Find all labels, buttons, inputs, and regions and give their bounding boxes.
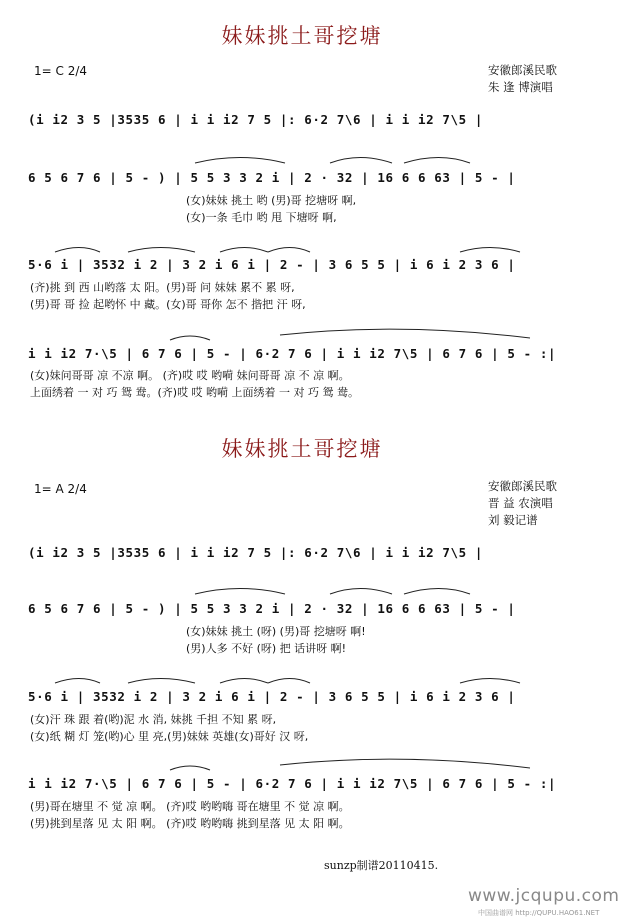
lyric-line: (男)哥 哥 捡 起哟怀 中 藏。(女)哥 哥你 怎不 揩把 汗 呀, — [30, 298, 306, 311]
notation-row: 6 5 6 7 6 | 5 - ) | 5 5 3 3 2 i | 2 · 32 | 16 6 6 63 | 5 - | — [28, 601, 516, 616]
key-label: 1= A — [34, 482, 64, 496]
credit-line: 刘 毅记谱 — [488, 513, 538, 527]
slur-mark — [460, 679, 520, 684]
slur-mark — [404, 589, 470, 595]
time-signature: 2/4 — [67, 64, 88, 78]
notation-row: (i i2 3 5 |3535 6 | i i i2 7 5 |: 6·2 7\6 | i i i2 7\5 | — [28, 545, 484, 560]
notation-row: i i i2 7·\5 | 6 7 6 | 5 - | 6·2 7 6 | i i i2 7\5 | 6 7 6 | 5 - :| — [28, 776, 557, 791]
lyric-line: (女)纸 糊 灯 笼(哟)心 里 亮,(男)妹妹 英雄(女)哥好 汉 呀, — [30, 730, 309, 743]
slur-mark — [195, 158, 285, 164]
credits — [488, 478, 557, 529]
notation-row: 5·6 i | 3532 i 2 | 3 2 i 6 i | 2 - | 3 6 5 5 | i 6 i 2 3 6 | — [28, 257, 516, 272]
lyric-line: (女)一条 毛巾 哟 甩 下塘呀 啊, — [186, 211, 337, 224]
lyric-line: (女)妹妹 挑土 哟 (男)哥 挖塘呀 啊, — [186, 194, 357, 207]
credit-line: 晋 益 农演唱 — [488, 496, 553, 510]
slur-mark — [330, 589, 392, 595]
score-title: 妹妹挑土哥挖塘 — [221, 24, 383, 48]
slur-mark — [55, 679, 100, 684]
slur-mark — [55, 248, 100, 253]
lyric-line: (齐)挑 到 西 山哟落 太 阳。(男)哥 问 妹妹 累不 累 呀, — [30, 281, 295, 294]
footer-credit: sunzp制谱20110415. — [324, 859, 439, 872]
notation-row: 6 5 6 7 6 | 5 - ) | 5 5 3 3 2 i | 2 · 32 | 16 6 6 63 | 5 - | — [28, 170, 516, 185]
slur-mark — [460, 248, 520, 253]
slur-mark — [128, 679, 195, 684]
notation-row: 5·6 i | 3532 i 2 | 3 2 i 6 i | 2 - | 3 6 5 5 | i 6 i 2 3 6 | — [28, 689, 516, 704]
slur-mark — [170, 766, 210, 770]
notation-row: (i i2 3 5 |3535 6 | i i i2 7 5 |: 6·2 7\6 | i i i2 7\5 | — [28, 112, 484, 127]
credits — [488, 62, 557, 96]
key-signature — [34, 482, 87, 496]
slur-mark — [268, 248, 310, 253]
slur-mark — [220, 248, 268, 253]
slur-mark — [268, 679, 310, 684]
slur-mark — [170, 336, 210, 340]
credit-line: 安徽郎溪民歌 — [488, 479, 557, 493]
lyric-line: (女)妹问哥哥 凉 不凉 啊。 (齐)哎 哎 哟嗬 妹问哥哥 凉 不 凉 啊。 — [30, 369, 350, 382]
slur-mark — [330, 158, 392, 164]
lyric-line: (男)哥在塘里 不 觉 凉 啊。 (齐)哎 哟哟嗨 哥在塘里 不 觉 凉 啊。 — [30, 800, 350, 813]
lyric-line: 上面绣着 一 对 巧 鸳 鸯。(齐)哎 哎 哟嗬 上面绣着 一 对 巧 鸳 鸯。 — [30, 386, 360, 399]
watermark-logo: www.jcqupu.com — [468, 886, 619, 906]
score-title: 妹妹挑土哥挖塘 — [221, 437, 383, 461]
slur-mark — [220, 679, 268, 684]
slur-mark — [404, 158, 470, 164]
slur-mark — [280, 759, 530, 768]
slur-mark — [280, 329, 530, 338]
lyric-line: (男)挑到星落 见 太 阳 啊。 (齐)哎 哟哟嗨 挑到星落 见 太 阳 啊。 — [30, 817, 350, 830]
watermark-subtext: 中国曲谱网 http://QUPU.HAO61.NET — [478, 909, 600, 917]
credit-line: 安徽郎溪民歌 — [488, 63, 557, 77]
time-signature: 2/4 — [67, 482, 87, 496]
key-label: 1= C — [34, 64, 64, 78]
lyric-line: (女)汗 珠 跟 着(哟)泥 水 消, 妹挑 千担 不知 累 呀, — [30, 713, 277, 726]
key-signature — [34, 64, 87, 78]
lyric-line: (女)妹妹 挑土 (呀) (男)哥 挖塘呀 啊! — [186, 625, 366, 638]
credit-line: 朱 逢 博演唱 — [488, 80, 553, 94]
slur-mark — [195, 589, 285, 595]
lyric-line: (男)人多 不好 (呀) 把 话讲呀 啊! — [186, 642, 347, 655]
notation-row: i i i2 7·\5 | 6 7 6 | 5 - | 6·2 7 6 | i i i2 7\5 | 6 7 6 | 5 - :| — [28, 346, 557, 361]
slur-mark — [128, 248, 195, 253]
